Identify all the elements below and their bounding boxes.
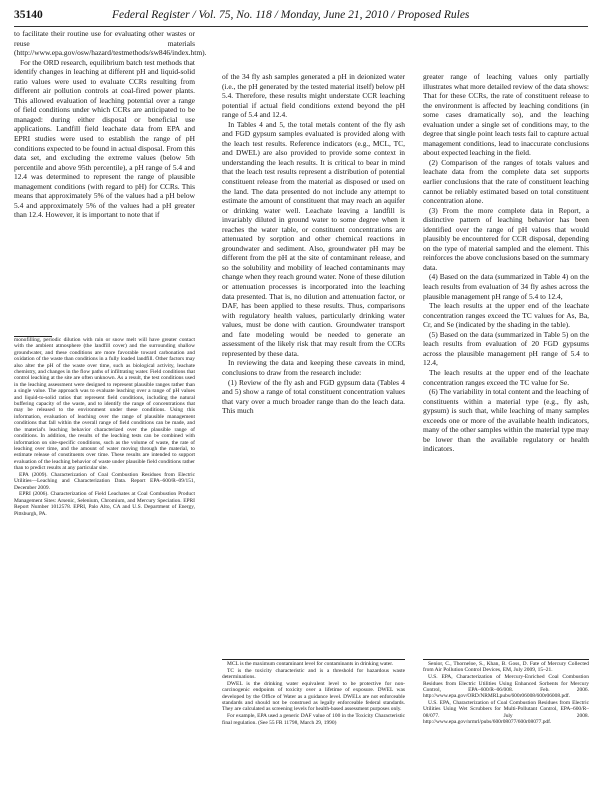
col3-paragraph-8: (6) The variability in total content and the leaching of constituents within a material type (e.g., fly ash, gypsum) is such that, while leaching of many samples exceeds one or more of the available health indicators, many of the other samples within the material type may be lower than the available regulatory or health indicators. (423, 387, 589, 454)
col2-paragraph-1: of the 34 fly ash samples generated a pH in deionized water (i.e., the pH generated by the tested material itself) below pH 5.4. Therefore, these results might understate CCR leaching potential if actual field conditions extend beyond the pH range of 5.4 and 12.4. (222, 72, 405, 120)
col2-footnote-2: TC is the toxicity characteristic and is a threshold for hazardous waste determinations. (222, 667, 405, 681)
col3-paragraph-2: (2) Comparison of the ranges of totals values and leachate data from the complete data set supports earlier conclusions that the rate of constituent leaching cannot be reliably estimated based on total constituent concentration alone. (423, 157, 589, 206)
col2-paragraph-2: In Tables 4 and 5, the total metals content of the fly ash and FGD gypsum samples evaluated is provided along with the leach test results. Reference indicators (e.g., MCL, TC, and DWEL) are also provided to provide some context in understanding the leach results. It is critical to bear in mind that the leach test results represent a distribution of potential constituent release from the material as disposed or used on the land. The data presented do not include any attempt to estimate the amount of constituent that may reach an aquifer or drinking water well. Leachate leaving a landfill is invariably diluted in ground water to some degree when it reaches the water table, or constituent concentrations are attenuated by sorption and other chemical reactions in groundwater and sediment. Also, groundwater pH may be different from the pH at the site of contaminant release, and so the solubility and mobility of leached contaminants may change when they reach ground water. None of these dilution or attenuation processes is incorporated into the leaching data presented. That is, no dilution and attenuation factor, or DAF, has been applied to these results. Thus, comparisons with regulatory health values, particularly drinking water values, must be done with caution. Groundwater transport and fate modeling would be needed to generate an assessment of the likely risk that may result from the CCRs represented by these data. (222, 119, 405, 358)
col3-paragraph-6: (5) Based on the data (summarized in Table 5) on the leach results from evaluation of 20 FGD gypsums across the plausible management pH range of 5.4 to 12.4, (423, 329, 589, 368)
col3-paragraph-3: (3) From the more complete data in Report, a distinctive pattern of leaching behavior has been identified over the range of pH values that would plausibly be encountered for CCR disposal, depending on the type of material sampled and the element. This reinforces the above conclusions based on the summary data. (423, 205, 589, 272)
col2-footnote-3: DWEL is the drinking water equivalent level to be protective for non-carcinogenic endpoints of toxicity over a lifetime of exposure. DWEL was developed by the Office of Water as a guidance level. DWELs are not enforceable standards and should not be construed as legally enforceable federal standards. They are calculated as screening levels for health-based assessment purposes only. (222, 680, 405, 713)
running-title: Federal Register / Vol. 75, No. 118 / Monday, June 21, 2010 / Proposed Rules (112, 9, 470, 21)
col1-paragraph-2: For the ORD research, equilibrium batch test methods that identify changes in leaching at different pH and liquid-solid ratio values were used to evaluate CCRs resulting from different air pollution controls at coal-fired power plants. This allowed evaluation of leaching potential over a range of field conditions under which CCRs are anticipated to be managed: during either disposal or beneficial use applications. Landfill field leachate data from EPA and EPRI studies were used to establish the range of pH conditions expected to be found in actual disposal. From this data set, and excluding the extreme values (below 5th percentile and above 95th percentile), a pH range of 5.4 and 12.4 was determined to represent the range of plausible management conditions (with regard to pH) for CCRs. This means that approximately 5% of the values had a pH below 5.4 and approximately 5% of the values had a pH greater than 12.4. However, it is important to note that if (14, 57, 195, 220)
col2-footnote-4: For example, EPA used a generic DAF value of 100 in the Toxicity Characteristic final regulation. (See 55 FR 11798, March 29, 1990) (222, 713, 405, 726)
column-3 (423, 72, 589, 454)
page-number: 35140 (14, 9, 43, 21)
col3-paragraph-1: greater range of leaching values only partially illustrates what more detailed review of the data shows: That for these CCRs, the rate of constituent release to the environment is affected by leaching conditions (in some cases dramatically so), and the leaching evaluation under a single set of conditions may, to the degree that single point leach tests fail to capture actual management conditions, lead to inaccurate conclusions about expected leaching in the field. (423, 72, 589, 158)
col1-paragraph-1: to facilitate their routine use for evaluating other wastes or reuse materials (http://www.epa.gov/osw/hazard/testmethods/sw846/index.htm). (14, 29, 207, 58)
column-1 (14, 29, 207, 220)
col3-footnote-3: U.S. EPA, Characterization of Coal Combustion Residues from Electric Utilities Using Wet Scrubbers for Multi-Pollutant Control, EPA–600/R–08/077. July 2008. http://www.epa.gov/nrmrl/pubs/600r08077/600r08077.pdf. (423, 700, 589, 726)
column-2-footnotes (222, 661, 405, 726)
col1-footnote-3: EPRI (2006). Characterization of Field Leachates at Coal Combustion Product Management Sites: Arsenic, Selenium, Chromium, and Mercury Speciation. EPRI Report Number 1012578. EPRI, Palo Alto, CA and U.S. Department of Energy, Pittsburgh, PA. (14, 491, 195, 517)
col3-paragraph-5: The leach results at the upper end of the leachate concentration ranges exceed the TC values for As, Ba, Cr, and Se (indicated by the shading in the table). (423, 301, 589, 330)
col2-paragraph-4: (1) Review of the fly ash and FGD gypsum data (Tables 4 and 5) show a range of total constituent concentration values that vary over a much broader range than do the leach data. This much (222, 377, 405, 416)
col1-footnote-2: EPA (2009). Characterization of Coal Combustion Residues from Electric Utilities—Leaching and Characterization Data. Report EPA–600/R–09/151, December 2009. (14, 471, 195, 491)
footnote-rule (423, 659, 589, 660)
col1-footnote-1: monofilling, periodic dilution with rain or snow melt will have greater contact with the ambient atmosphere (the landfill cover) and the surrounding shallow groundwater, and these conditions are more favorable toward carbonation and oxidation of the waste than conditions in a fully loaded landfill. Other factors may also alter the pH of the waste over time, such as biological activity, leachate chemistry, and changes in the flow paths of infiltrating water. Field conditions that control leaching at the site are often unknown. As a result, the test conditions used in the leaching assessment were designed to represent plausible ranges rather than a single value. The approach was to evaluate leaching over a range of pH values and liquid-to-solid ratios that represent field conditions, including the natural buffering capacity of the waste, and to identify the range of concentrations that may be released to the environment under these conditions. Using this information, evaluation of leaching over the range of plausible management conditions that fall within the overall range of field conditions can be made, and the material's leaching behavior characterized over the plausible range of conditions. In addition, the results of the leaching tests can be combined with information on site-specific conditions, such as the volume of waste, the rate of leaching over time, and the amount of water moving through the material, to estimate release of constituents over time. These results are intended to support evaluation of the leaching behavior of waste under plausible field conditions rather than to predict results at any particular site. (14, 337, 195, 472)
col3-footnote-1: Senior, C., Thorneloe, S., Khan, B. Goss, D. Fate of Mercury Collected from Air Pollution Control Devices, EM, July 2009, 15–21. (423, 661, 589, 674)
col3-footnote-2: U.S. EPA, Characterization of Mercury-Enriched Coal Combustion Residues from Electric Utilities Using Enhanced Sorbents for Mercury Control, EPA–600/R–06/008. Feb. 2006. http://www.epa.gov/ORD/NRMRLpubs/600r06008/600r06008.pdf. (423, 674, 589, 700)
column-2 (222, 72, 405, 416)
col2-footnote-1: MCL is the maximum contaminant level for contaminants in drinking water. (227, 661, 394, 667)
column-1-footnotes (14, 337, 195, 517)
col3-paragraph-4: (4) Based on the data (summarized in Table 4) on the leach results from evaluation of 34 fly ashes across the plausible management pH range of 5.4 to 12.4, (423, 272, 589, 301)
col2-paragraph-3: In reviewing the data and keeping these caveats in mind, conclusions to draw from the research include: (222, 358, 405, 377)
column-3-footnotes (423, 661, 589, 726)
footnote-rule (222, 659, 405, 660)
page-header (14, 8, 588, 27)
col3-paragraph-7: The leach results at the upper end of the leachate concentration ranges exceed the TC value for Se. (423, 367, 589, 387)
